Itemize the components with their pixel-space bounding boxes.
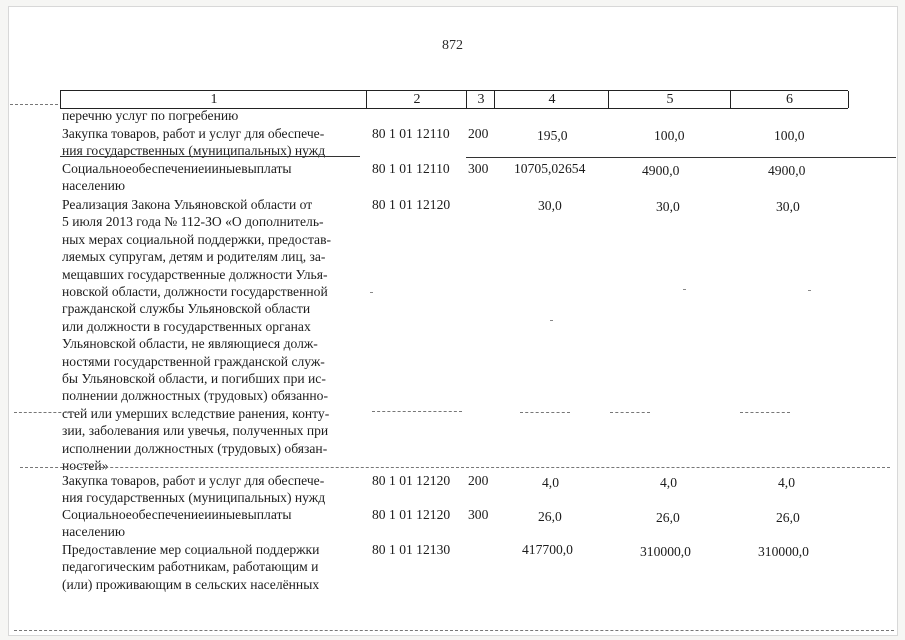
row-text-line [62,506,360,523]
amount-col-4: 26,0 [538,509,562,524]
amount-col-5: 30,0 [656,199,680,214]
amount-col-4: 10705,02654 [514,161,586,176]
target-code: 80 1 01 12120 [372,507,451,522]
amount-col-4: 30,0 [538,198,562,213]
row-text-line: зии, заболевания или увечья, полученных при [62,423,329,439]
expense-type: 300 [468,507,489,522]
row-text-line: ностей» [62,458,109,474]
row-rule [466,157,896,158]
amount-col-5: 100,0 [654,128,685,143]
header-col-1: 1 [60,91,367,108]
row-text-line: 5 июля 2013 года № 112-ЗО «О дополнитель- [62,214,324,230]
row-text-line: перечню услуг по погребению [62,108,239,123]
row-text-word: обеспечение [131,161,205,176]
amount-col-6: 100,0 [774,128,805,143]
table-row [62,506,360,541]
table-row [62,107,360,124]
row-text-word: Социальное [62,507,132,522]
row-text-word: Социальное [62,161,132,176]
expense-type: 300 [468,161,489,176]
amount-col-6: 310000,0 [758,544,809,559]
row-text-line: ния государственных (муниципальных) нужд [62,490,326,506]
row-text-word: обеспечение [131,507,205,522]
scan-speck [550,320,553,321]
row-text-line: новской области, должности государственной [62,284,328,300]
row-text-line: Закупка товаров, работ и услуг для обеспече- [62,473,325,488]
scan-artifact [520,412,570,413]
row-text-line: Реализация Закона Ульяновской области от [62,197,313,212]
row-text-word: иные [211,507,242,522]
row-text-line: стей или умерших вследствие ранения, конту- [62,405,330,421]
amount-col-5: 310000,0 [640,544,691,559]
row-text-word: иные [211,161,242,176]
target-code: 80 1 01 12120 [372,197,451,212]
amount-col-6: 26,0 [776,510,800,525]
target-code: 80 1 01 12120 [372,473,451,488]
row-text-line: гражданской службы Ульяновской области [62,301,311,317]
scan-speck [808,290,811,291]
target-code: 80 1 01 12110 [372,126,450,141]
amount-col-6: 30,0 [776,199,800,214]
table-row [62,160,360,195]
expense-type: 200 [468,473,489,488]
amount-col-6: 4,0 [778,475,795,490]
amount-col-5: 4,0 [660,475,677,490]
row-text-line: ляемых супругам, детям и родителям лиц, за- [62,249,326,265]
amount-col-4: 4,0 [542,475,559,490]
scan-artifact [20,467,890,468]
row-text-line: исполнении должностных (трудовых) обязан- [62,440,328,456]
row-text-line: населению [62,178,126,194]
scan-artifact [14,630,894,631]
header-col-6: 6 [730,91,849,108]
row-text-word: выплаты [241,507,292,522]
scan-speck [370,292,373,293]
page-number: 872 [442,38,463,53]
row-text-line: Ульяновской области, не являющиеся долж- [62,336,318,352]
scan-artifact [740,412,790,413]
table-row [62,125,360,160]
header-col-3: 3 [466,91,495,108]
target-code: 80 1 01 12130 [372,542,451,557]
row-text-line: населению [62,524,126,540]
amount-col-5: 26,0 [656,510,680,525]
scan-artifact [372,411,462,412]
amount-col-6: 4900,0 [768,163,806,178]
row-text-line: ных мерах социальной поддержки, предостав- [62,231,332,247]
row-text-word: и [204,507,212,522]
amount-col-4: 417700,0 [522,542,573,557]
row-text-line: ностями государственной гражданской служ- [62,353,325,369]
row-text-word: выплаты [241,161,292,176]
header-col-2: 2 [366,91,467,108]
table-row [62,472,360,507]
row-text-line: Предоставление мер социальной поддержки [62,542,320,557]
table-row [62,196,360,475]
expense-type: 200 [468,126,489,141]
row-rule [60,156,360,157]
header-col-5: 5 [608,91,731,108]
row-text-word: и [204,161,212,176]
row-text-line: бы Ульяновской области, и погибших при ис- [62,371,326,387]
row-text-line: или должности в государственных органах [62,318,311,334]
row-text-line: (или) проживающим в сельских населённых [62,576,320,592]
amount-col-4: 195,0 [537,128,568,143]
table-row [62,541,360,593]
row-text-line [62,160,360,177]
row-text-line: педагогическим работникам, работающим и [62,559,319,575]
target-code: 80 1 01 12110 [372,161,450,176]
row-text-line: Закупка товаров, работ и услуг для обеспече- [62,126,325,141]
header-col-4: 4 [494,91,609,108]
row-text-line: полнении должностных (трудовых) обязанно- [62,388,328,404]
scan-artifact [10,104,58,105]
scan-speck [683,289,686,290]
scan-artifact [14,412,76,413]
amount-col-5: 4900,0 [642,163,680,178]
scan-artifact [610,412,650,413]
row-text-line: мещавших государственные должности Улья- [62,266,328,282]
row-text-line: ния государственных (муниципальных) нужд [62,143,326,159]
